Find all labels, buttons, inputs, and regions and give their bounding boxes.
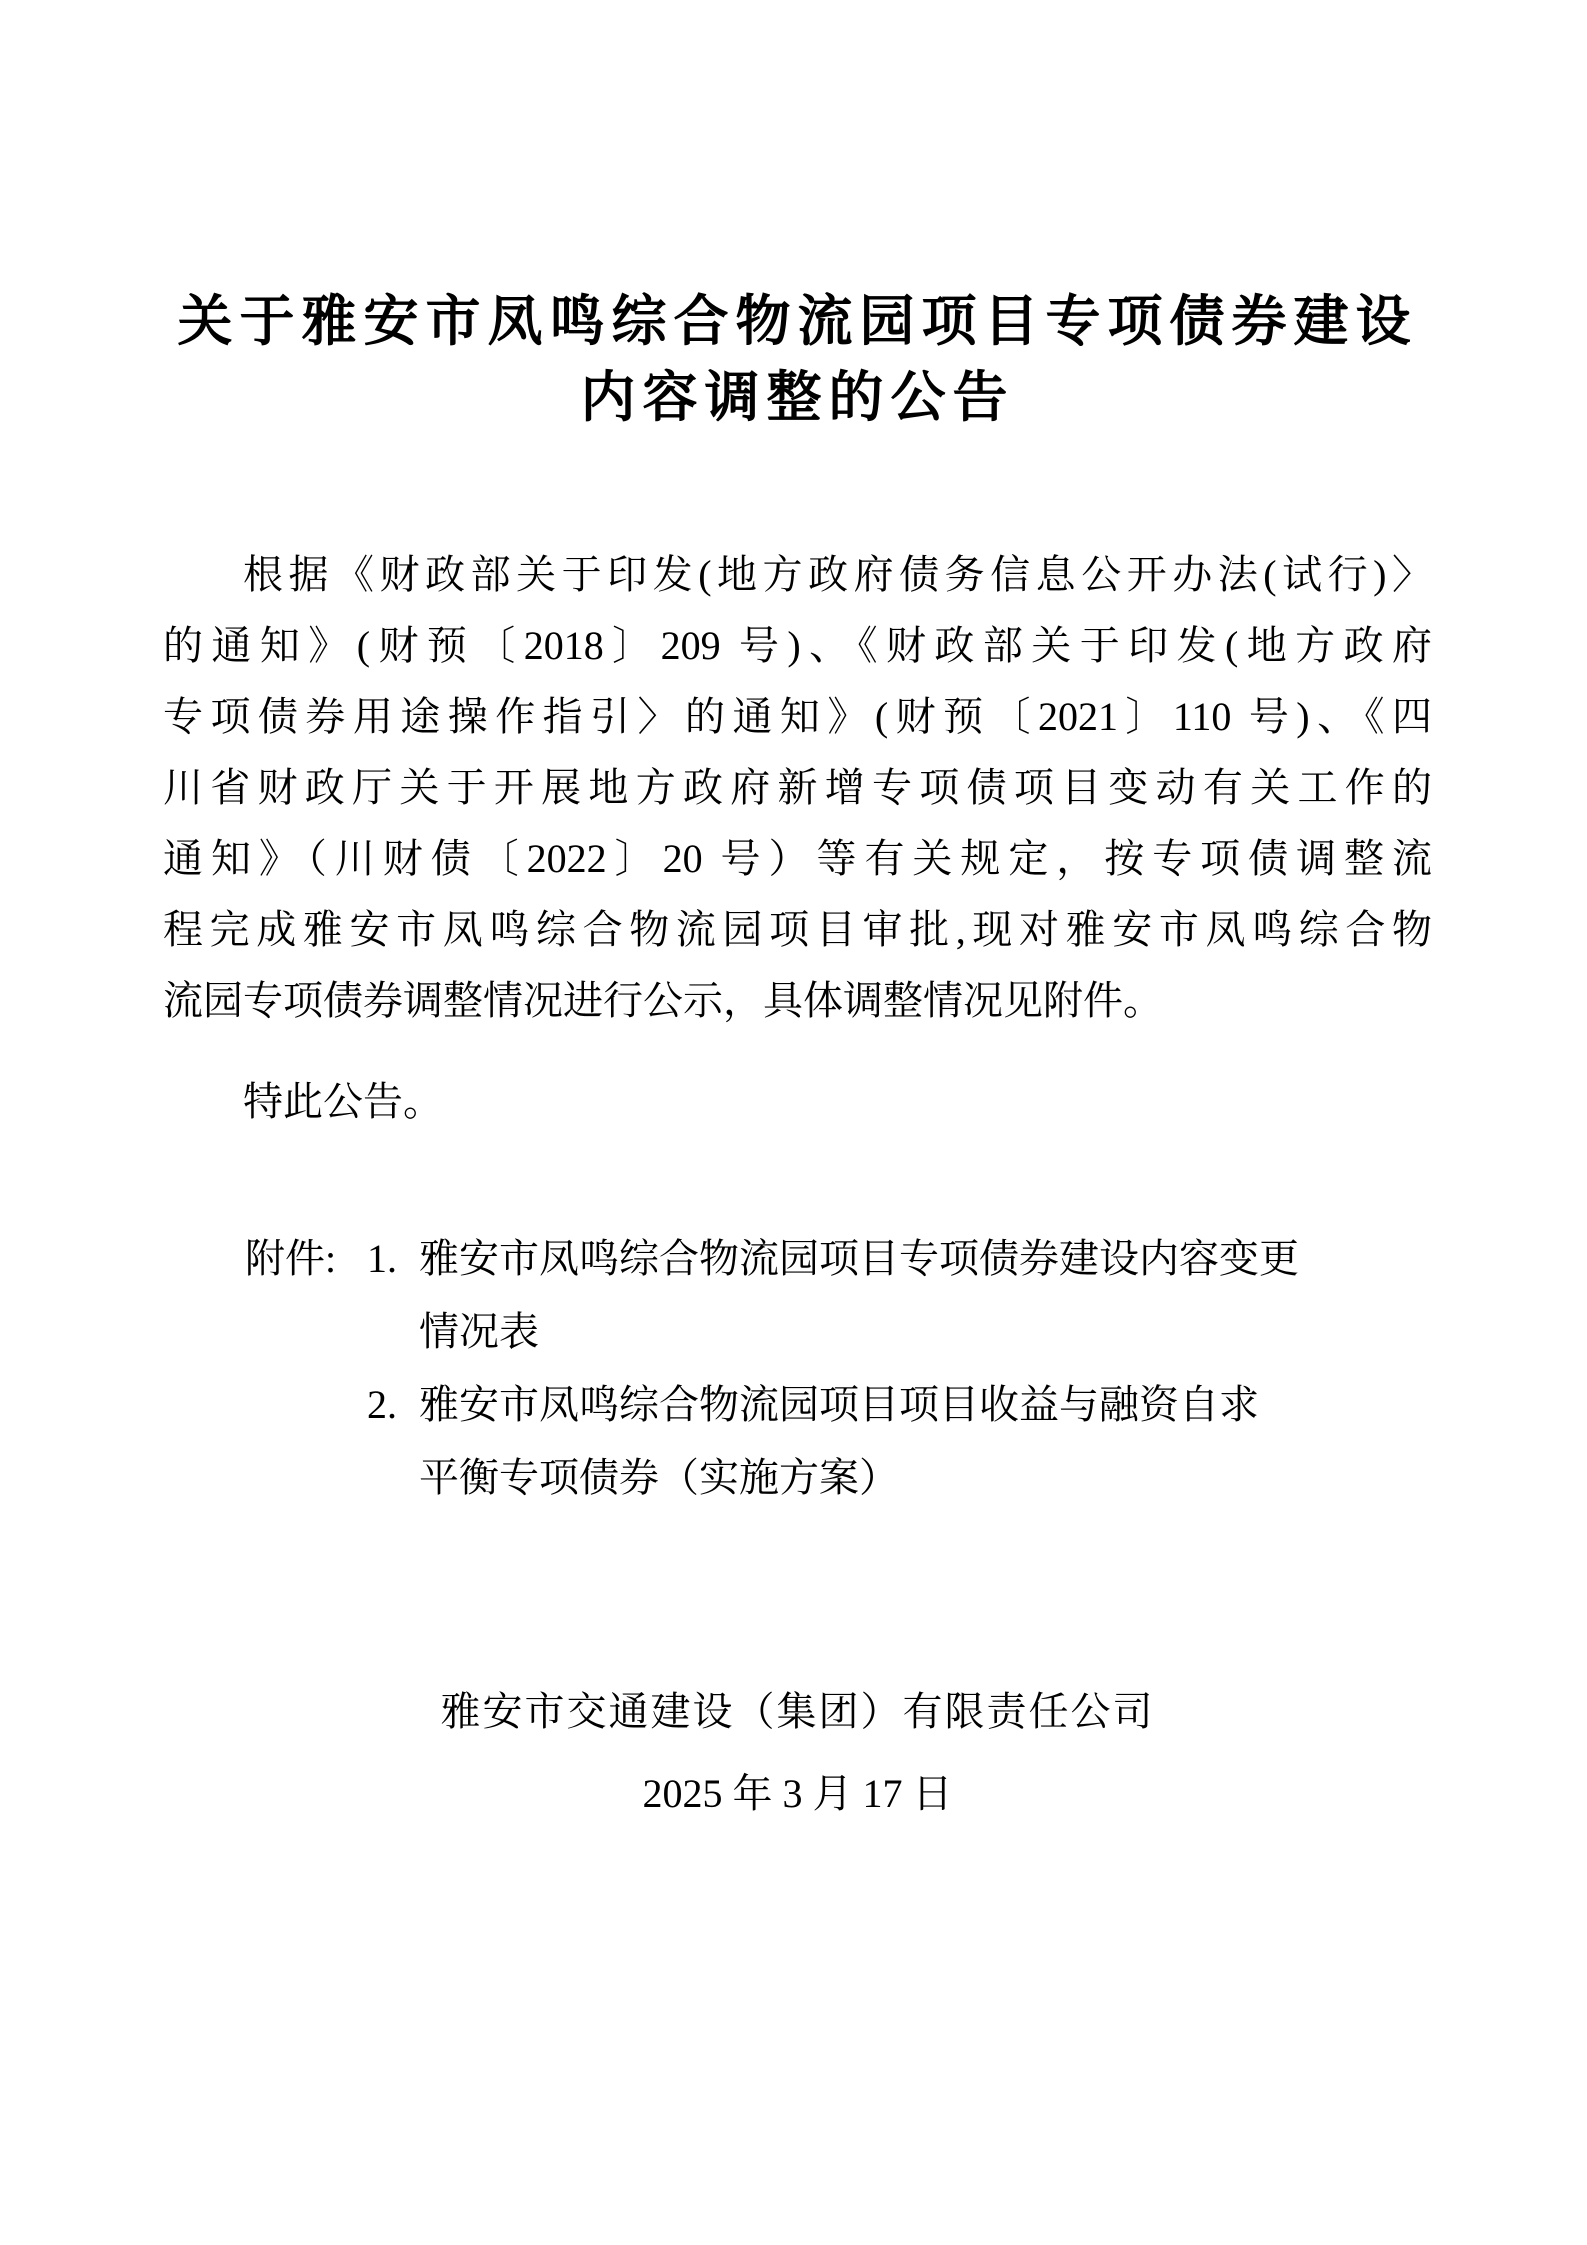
attachment-row: [245, 1368, 1432, 1441]
attachment-2-text-line-2: 平衡专项债券（实施方案）: [419, 1455, 899, 1500]
signature-block: [163, 1674, 1432, 1832]
body-line: 川省财政厅关于开展地方政府新增专项债项目变动有关工作的: [163, 765, 1432, 810]
title-line-1: 关于雅安市凤鸣综合物流园项目专项债券建设: [177, 288, 1418, 353]
page-title: [163, 283, 1432, 435]
attachment-row: [245, 1441, 1432, 1514]
attachment-1-text-line-1: 雅安市凤鸣综合物流园项目专项债券建设内容变更: [419, 1236, 1299, 1281]
body-line: 通知》（川财债〔2022〕20 号）等有关规定，按专项债调整流: [163, 836, 1432, 881]
attachment-2-number: 2.: [367, 1382, 397, 1427]
body-paragraph: [163, 539, 1432, 1036]
closing-statement: 特此公告。: [243, 1079, 443, 1124]
body-line: 根据《财政部关于印发(地方政府债务信息公开办法(试行)〉: [243, 552, 1432, 597]
body-line: 程完成雅安市凤鸣综合物流园项目审批,现对雅安市凤鸣综合物: [163, 907, 1432, 952]
attachments-label: 附件:: [245, 1236, 337, 1281]
body-line: 流园专项债券调整情况进行公示，具体调整情况见附件。: [163, 978, 1163, 1023]
issuer-company-name: 雅安市交通建设（集团）有限责任公司: [440, 1689, 1155, 1734]
attachments-block: [163, 1222, 1432, 1514]
issue-date: 2025 年 3 月 17 日: [642, 1771, 953, 1816]
attachment-row: [245, 1295, 1432, 1368]
body-line: 专项债券用途操作指引〉的通知》(财预〔2021〕110 号)、《四: [163, 694, 1432, 739]
page-content: [163, 0, 1432, 1832]
body-line: 的通知》(财预〔2018〕209 号)、《财政部关于印发(地方政府: [163, 623, 1432, 668]
attachment-2-text-line-1: 雅安市凤鸣综合物流园项目项目收益与融资自求: [419, 1382, 1259, 1427]
attachment-row: [245, 1222, 1432, 1295]
attachment-1-text-line-2: 情况表: [419, 1309, 539, 1354]
title-line-2: 内容调整的公告: [580, 364, 1015, 429]
attachment-1-number: 1.: [367, 1236, 397, 1281]
